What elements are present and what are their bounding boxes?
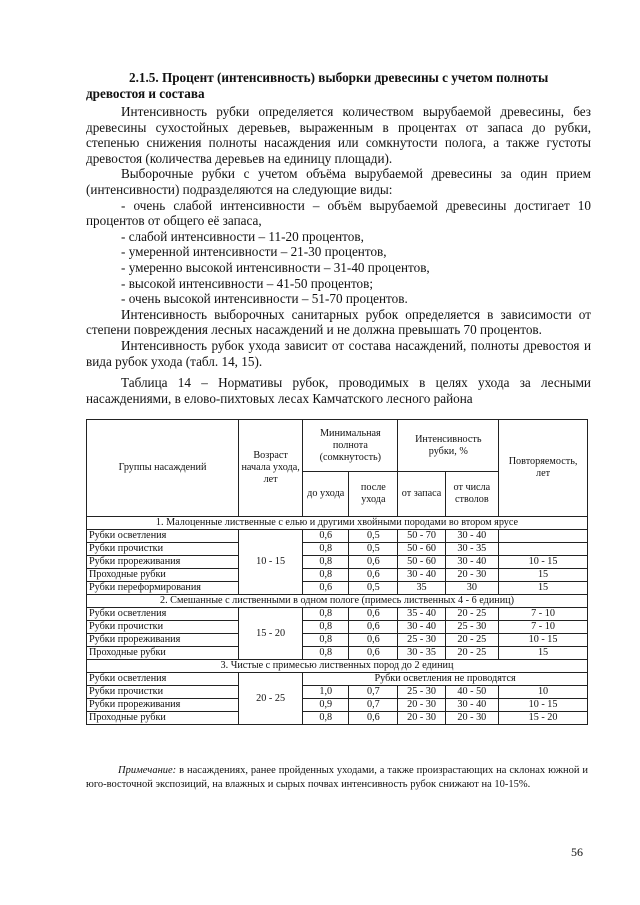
cell-stock: 20 - 30 [398, 699, 445, 712]
list-item: - очень высокой интенсивности – 51-70 процентов. [121, 291, 408, 307]
cell-stock: 50 - 60 [398, 543, 445, 556]
cell-before: 0,8 [303, 621, 349, 634]
cell-after: 0,6 [349, 556, 398, 569]
cell-name: Рубки переформирования [87, 582, 239, 595]
cell-after: 0,6 [349, 647, 398, 660]
cell-stock: 30 - 40 [398, 621, 445, 634]
section-heading: 2.1.5. Процент (интенсивность) выборки древесины с учетом полноты древостоя и состава [86, 70, 549, 101]
note-text: в насаждениях, ранее пройденных уходами, а также произрастающих на склонах южной и юго-восточной экспозиций, на влажных и сырых почвах интенсивность рубок снижают на 10-15%. [86, 765, 588, 790]
header-age: Возраст начала ухода, лет [239, 420, 303, 517]
cell-age: 20 - 25 [239, 673, 303, 725]
cell-repeat: 15 [499, 647, 588, 660]
cell-before: 0,6 [303, 582, 349, 595]
cell-trunks: 30 - 35 [445, 543, 499, 556]
cell-trunks: 20 - 25 [445, 608, 499, 621]
header-groups: Группы насаждений [87, 420, 239, 517]
table-note [86, 764, 588, 792]
cell-name: Рубки прореживания [87, 634, 239, 647]
page-text [86, 70, 591, 406]
cell-before: 0,6 [303, 530, 349, 543]
cell-trunks: 25 - 30 [445, 621, 499, 634]
header-before: до ухода [303, 472, 349, 517]
paragraph: Выборочные рубки с учетом объёма вырубаемой древесины за один прием (интенсивности) подразделяются на следующие виды: [86, 166, 591, 197]
cell-before: 0,8 [303, 543, 349, 556]
cell-age: 10 - 15 [239, 530, 303, 595]
header-repeat: Повторяемость, лет [499, 420, 588, 517]
cell-repeat: 10 - 15 [499, 634, 588, 647]
table-row [87, 543, 588, 556]
page-number: 56 [571, 845, 583, 859]
cell-merged-note: Рубки осветления не проводятся [303, 673, 588, 686]
cell-stock: 50 - 70 [398, 530, 445, 543]
list-item: - высокой интенсивности – 41-50 процентов; [121, 275, 374, 291]
table-row [87, 686, 588, 699]
cell-name: Проходные рубки [87, 647, 239, 660]
cell-before: 0,8 [303, 712, 349, 725]
cell-before: 0,9 [303, 699, 349, 712]
cell-name: Рубки прореживания [87, 699, 239, 712]
table-row [87, 608, 588, 621]
table-row [87, 647, 588, 660]
table-row [87, 673, 588, 686]
cell-repeat: 15 [499, 569, 588, 582]
cell-repeat [499, 530, 588, 543]
paragraph: Интенсивность рубок ухода зависит от состава насаждений, полноты древостоя и вида рубок ухода (табл. 14, 15). [86, 337, 591, 369]
cell-repeat: 15 - 20 [499, 712, 588, 725]
table-row [87, 569, 588, 582]
cell-before: 1,0 [303, 686, 349, 699]
cell-trunks: 40 - 50 [445, 686, 499, 699]
section-title: 1. Малоценные лиственные с елью и другими хвойными породами во втором ярусе [87, 517, 588, 530]
cell-name: Проходные рубки [87, 712, 239, 725]
table-row [87, 634, 588, 647]
table-row [87, 556, 588, 569]
cell-after: 0,5 [349, 543, 398, 556]
cell-before: 0,8 [303, 608, 349, 621]
cell-after: 0,6 [349, 621, 398, 634]
cell-trunks: 30 - 40 [445, 556, 499, 569]
cell-repeat: 7 - 10 [499, 608, 588, 621]
cell-trunks: 20 - 30 [445, 569, 499, 582]
cell-after: 0,5 [349, 530, 398, 543]
header-of-stock: от запаса [398, 472, 445, 517]
cell-after: 0,6 [349, 634, 398, 647]
header-after: после ухода [349, 472, 398, 517]
cell-trunks: 30 [445, 582, 499, 595]
cell-stock: 50 - 60 [398, 556, 445, 569]
header-intensity: Интенсивность рубки, % [398, 420, 499, 472]
cell-stock: 20 - 30 [398, 712, 445, 725]
cell-after: 0,7 [349, 686, 398, 699]
cell-repeat: 15 [499, 582, 588, 595]
cell-repeat: 10 - 15 [499, 699, 588, 712]
cell-stock: 25 - 30 [398, 686, 445, 699]
header-of-trunks: от числа стволов [445, 472, 499, 517]
cell-stock: 35 [398, 582, 445, 595]
cell-name: Рубки прореживания [87, 556, 239, 569]
cell-before: 0,8 [303, 647, 349, 660]
list-item: - слабой интенсивности – 11-20 процентов, [121, 228, 364, 244]
list-item: - очень слабой интенсивности – объём вырубаемой древесины достигает 10 процентов от общего её запаса, [86, 197, 591, 229]
section-title: 2. Смешанные с лиственными в одном пологе (примесь лиственных 4 - 6 единиц) [87, 595, 588, 608]
cell-repeat [499, 543, 588, 556]
cell-after: 0,6 [349, 712, 398, 725]
cell-trunks: 20 - 25 [445, 647, 499, 660]
cell-stock: 30 - 40 [398, 569, 445, 582]
cell-repeat: 10 [499, 686, 588, 699]
section-title: 3. Чистые с примесью лиственных пород до 2 единиц [87, 660, 588, 673]
paragraph: Интенсивность выборочных санитарных рубок определяется в зависимости от степени повреждения лесных насаждений и не должна превышать 70 процентов. [86, 306, 591, 338]
table-caption: Таблица 14 – Нормативы рубок, проводимых в целях ухода за лесными насаждениями, в елово-пихтовых лесах Камчатского лесного района [86, 375, 591, 406]
cell-name: Рубки осветления [87, 608, 239, 621]
table-row [87, 699, 588, 712]
cell-name: Рубки прочистки [87, 621, 239, 634]
header-density: Минимальная полнота (сомкнутость) [303, 420, 398, 472]
cell-repeat: 7 - 10 [499, 621, 588, 634]
cell-stock: 25 - 30 [398, 634, 445, 647]
table-row [87, 712, 588, 725]
cell-before: 0,8 [303, 634, 349, 647]
cell-after: 0,7 [349, 699, 398, 712]
paragraph: Интенсивность рубки определяется количеством вырубаемой древесины, без древесины сухостойных деревьев, выраженным в процентах от запаса до рубки, степенью снижения полноты насаждения или сомкнутости полога, а также густоты древостоя (количества деревьев на единицу площади). [86, 104, 591, 166]
cell-trunks: 20 - 30 [445, 712, 499, 725]
cell-name: Рубки прочистки [87, 543, 239, 556]
cell-name: Рубки прочистки [87, 686, 239, 699]
table-row [87, 621, 588, 634]
cell-name: Проходные рубки [87, 569, 239, 582]
cell-trunks: 20 - 25 [445, 634, 499, 647]
cell-after: 0,5 [349, 582, 398, 595]
norms-table [86, 419, 588, 725]
cell-name: Рубки осветления [87, 530, 239, 543]
cell-trunks: 30 - 40 [445, 530, 499, 543]
cell-repeat: 10 - 15 [499, 556, 588, 569]
cell-after: 0,6 [349, 569, 398, 582]
cell-stock: 30 - 35 [398, 647, 445, 660]
cell-age: 15 - 20 [239, 608, 303, 660]
note-label: Примечание: [118, 765, 177, 776]
cell-stock: 35 - 40 [398, 608, 445, 621]
table-row [87, 582, 588, 595]
cell-name: Рубки осветления [87, 673, 239, 686]
cell-before: 0,8 [303, 569, 349, 582]
table-row [87, 530, 588, 543]
cell-trunks: 30 - 40 [445, 699, 499, 712]
list-item: - умеренно высокой интенсивности – 31-40 процентов, [121, 259, 430, 275]
cell-before: 0,8 [303, 556, 349, 569]
cell-after: 0,6 [349, 608, 398, 621]
list-item: - умеренной интенсивности – 21-30 процентов, [121, 244, 387, 260]
